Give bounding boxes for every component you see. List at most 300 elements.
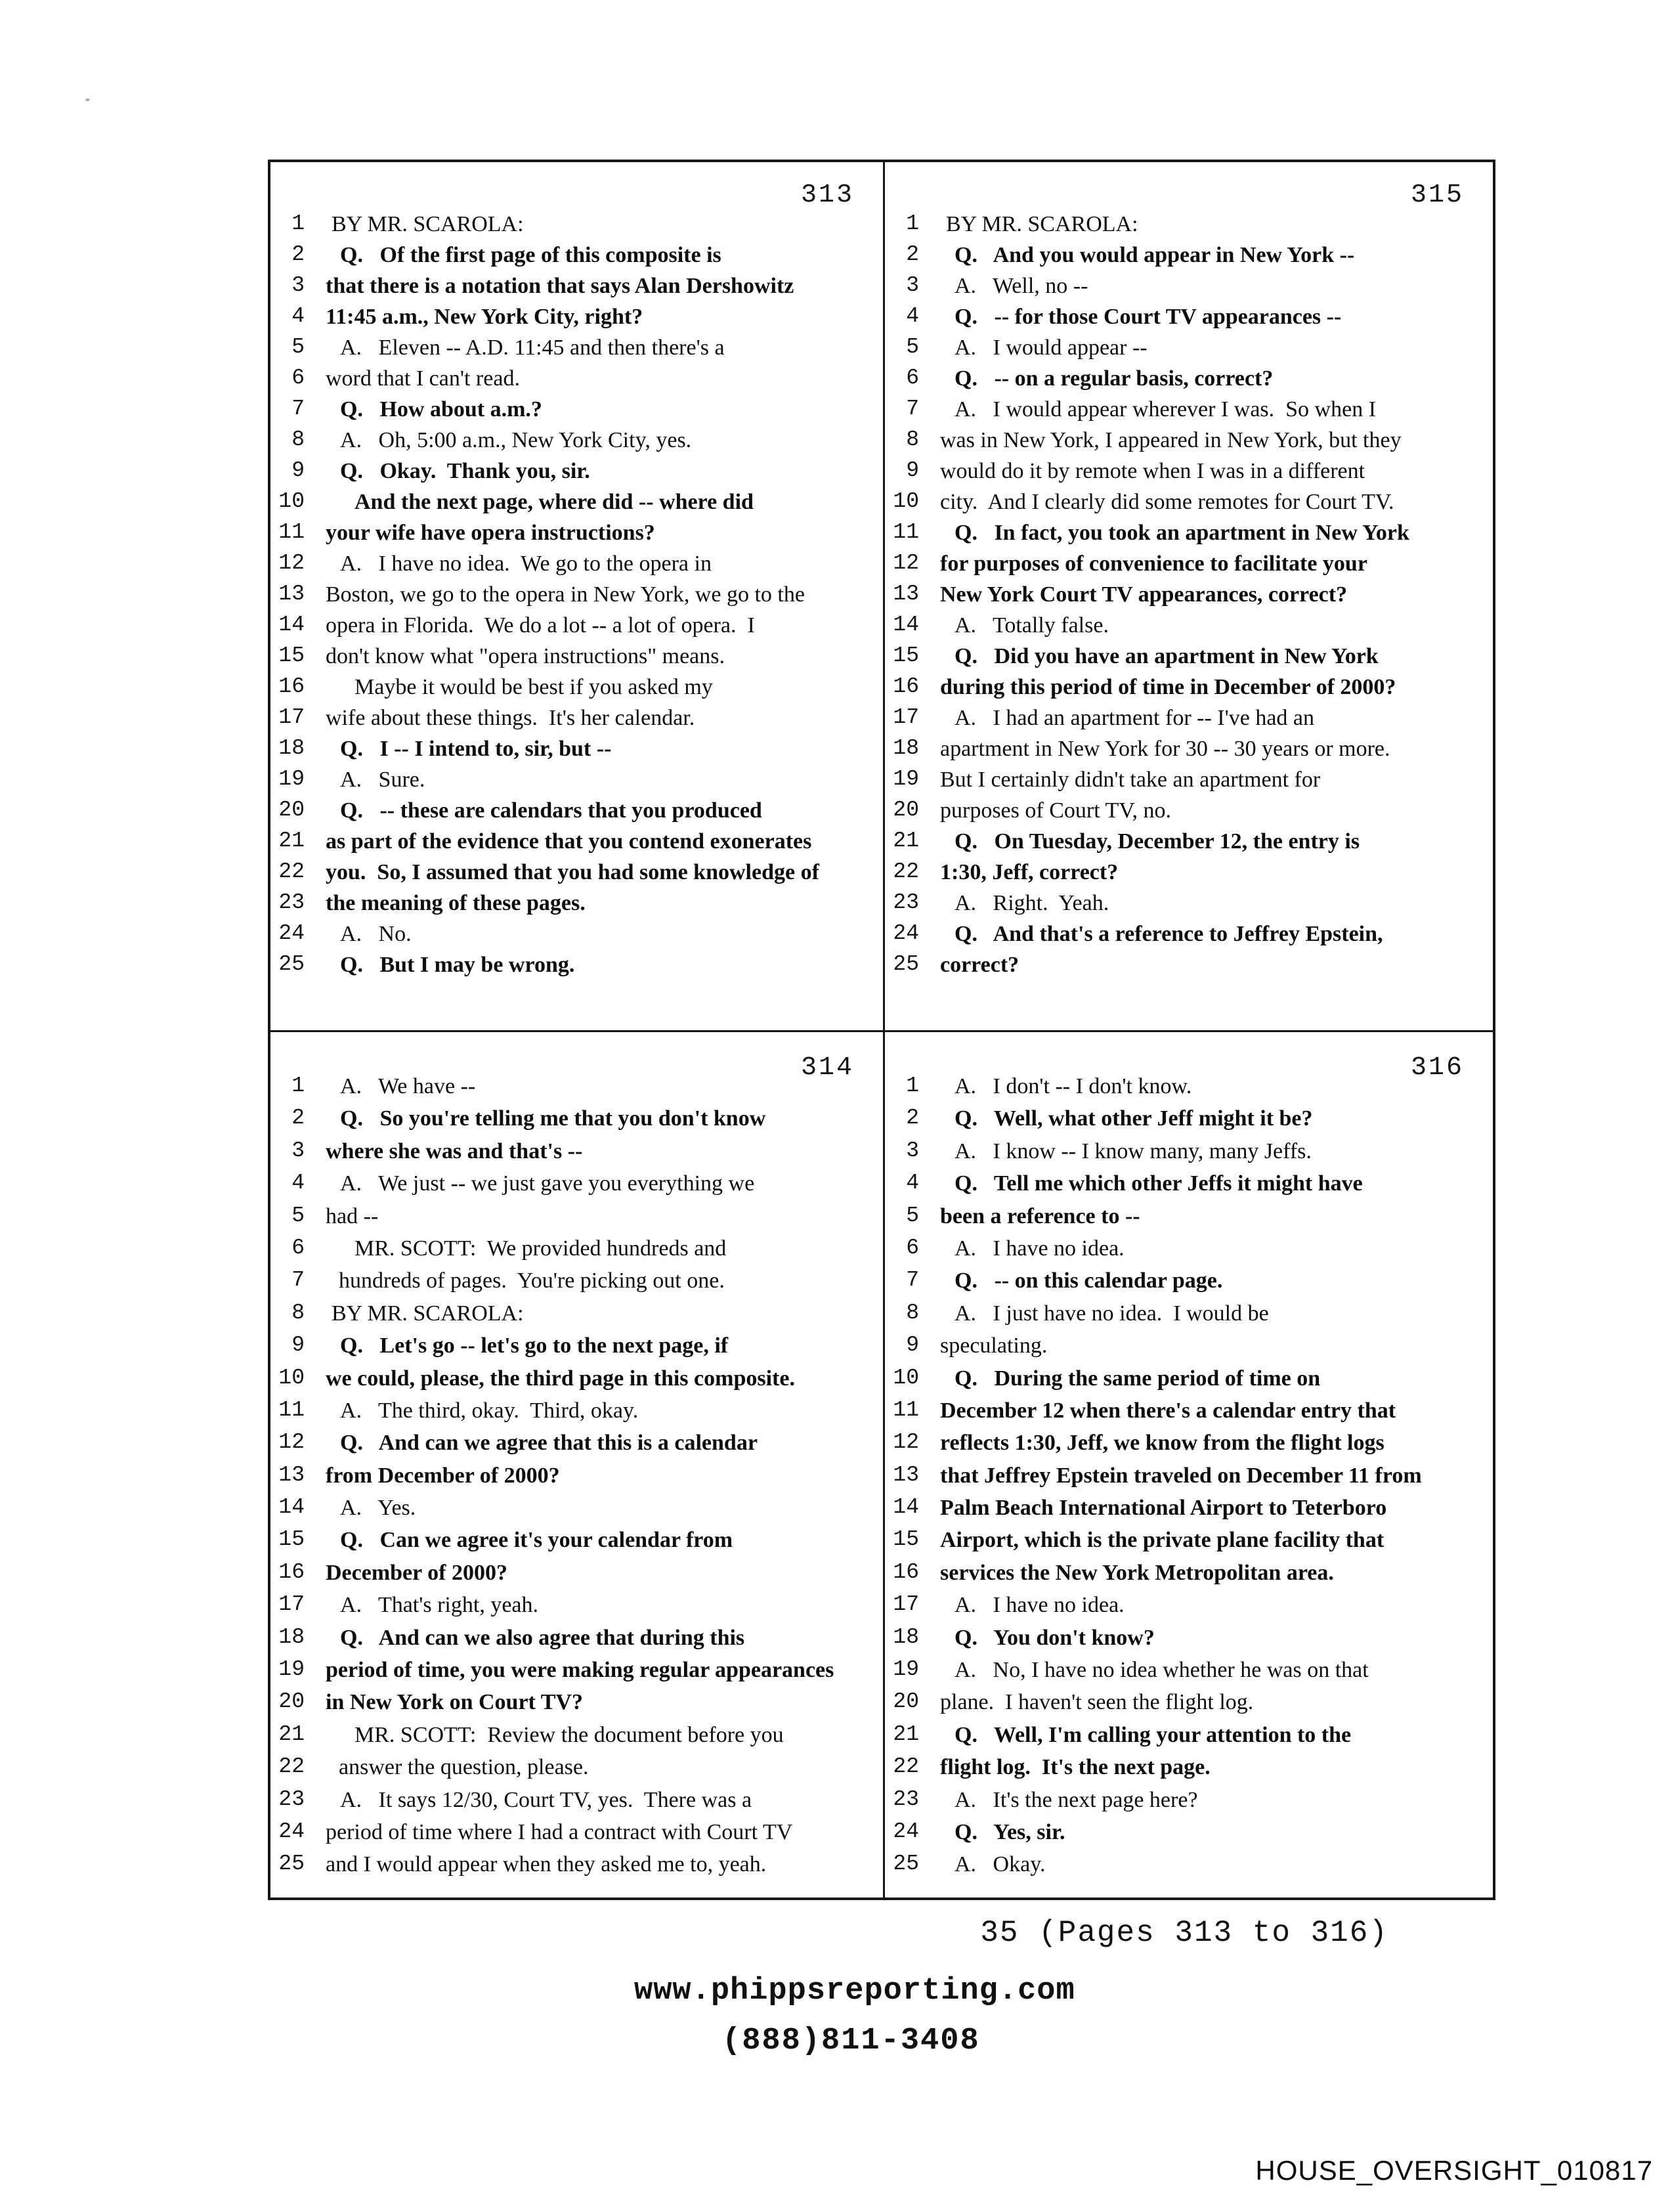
transcript-line	[270, 273, 883, 304]
transcript-line	[270, 1139, 883, 1171]
transcript-line	[885, 1527, 1493, 1559]
transcript-line	[885, 551, 1493, 582]
transcript-line	[270, 1819, 883, 1852]
line-number: 7	[291, 1268, 305, 1293]
line-text: where she was and that's --	[326, 1139, 583, 1163]
transcript-line	[270, 736, 883, 767]
line-number: 25	[893, 952, 919, 976]
line-text: was in New York, I appeared in New York, but they	[940, 428, 1402, 452]
line-text: 11:45 a.m., New York City, right?	[326, 305, 643, 329]
line-number: 16	[893, 1559, 919, 1584]
line-text: New York Court TV appearances, correct?	[940, 582, 1348, 607]
four-up-transcript-sheet	[268, 160, 1495, 1900]
line-text: A. Okay.	[955, 1852, 1046, 1877]
transcript-line	[270, 952, 883, 983]
line-text: plane. I haven't seen the flight log.	[940, 1690, 1254, 1715]
line-text: from December of 2000?	[326, 1463, 560, 1488]
transcript-line	[270, 1560, 883, 1592]
transcript-line	[885, 1366, 1493, 1398]
line-text: Palm Beach International Airport to Teterboro	[940, 1496, 1387, 1521]
line-number: 18	[278, 736, 305, 760]
bates-stamp: HOUSE_OVERSIGHT_010817	[1255, 2155, 1653, 2186]
line-number: 15	[278, 643, 305, 668]
line-text: BY MR. SCAROLA:	[332, 212, 524, 236]
transcript-line	[270, 1171, 883, 1203]
transcript-line	[270, 304, 883, 335]
transcript-line	[270, 829, 883, 859]
transcript-line	[270, 211, 883, 242]
line-number: 17	[893, 705, 919, 729]
line-text: A. That's right, yeah.	[340, 1593, 538, 1618]
line-number: 6	[291, 1235, 305, 1260]
transcript-line	[885, 1495, 1493, 1527]
transcript-line	[270, 1430, 883, 1462]
line-number: 19	[893, 767, 919, 791]
transcript-line	[270, 458, 883, 489]
line-number: 22	[893, 859, 919, 884]
line-number: 16	[278, 674, 305, 699]
line-text: A. I have no idea.	[955, 1236, 1125, 1261]
transcript-line	[885, 705, 1493, 736]
line-number: 23	[278, 890, 305, 915]
line-text: But I certainly didn't take an apartment for	[940, 768, 1321, 792]
line-number: 11	[278, 520, 305, 544]
transcript-line	[270, 551, 883, 582]
page-number: 313	[800, 181, 854, 210]
transcript-line	[885, 335, 1493, 366]
line-text: A. We just -- we just gave you everything we	[340, 1171, 755, 1196]
transcript-lines	[885, 211, 1493, 983]
line-number: 1	[906, 211, 919, 236]
line-text: Q. Well, what other Jeff might it be?	[955, 1106, 1313, 1131]
page-number: 316	[1410, 1053, 1464, 1083]
line-text: Q. You don't know?	[955, 1625, 1155, 1650]
line-text: A. Sure.	[340, 768, 425, 792]
transcript-line	[885, 1463, 1493, 1495]
transcript-page-314	[270, 1032, 883, 1898]
transcript-line	[885, 613, 1493, 643]
transcript-line	[270, 705, 883, 736]
line-number: 14	[893, 1495, 919, 1520]
transcript-line	[270, 1592, 883, 1624]
line-text: Q. And can we agree that this is a calendar	[340, 1431, 758, 1456]
line-text: city. And I clearly did some remotes for Court TV.	[940, 490, 1394, 514]
transcript-line	[885, 798, 1493, 829]
line-number: 13	[893, 582, 919, 606]
transcript-line	[270, 613, 883, 643]
line-text: wife about these things. It's her calendar.	[326, 706, 695, 730]
line-number: 24	[893, 1819, 919, 1844]
transcript-line	[270, 1657, 883, 1689]
line-text: 1:30, Jeff, correct?	[940, 860, 1119, 884]
line-text: Airport, which is the private plane facility that	[940, 1528, 1384, 1553]
line-number: 17	[893, 1592, 919, 1617]
line-number: 5	[906, 1203, 919, 1228]
transcript-line	[885, 1106, 1493, 1138]
line-text: A. I don't -- I don't know.	[955, 1074, 1192, 1098]
line-text: Q. Okay. Thank you, sir.	[340, 459, 590, 483]
line-number: 8	[291, 427, 305, 452]
transcript-line	[270, 1106, 883, 1138]
line-number: 6	[906, 1235, 919, 1260]
line-text: answer the question, please.	[339, 1755, 589, 1780]
transcript-line	[885, 304, 1493, 335]
transcript-lines	[270, 1073, 883, 1884]
transcript-line	[885, 1819, 1493, 1852]
transcript-line	[885, 1139, 1493, 1171]
line-text: A. I have no idea.	[955, 1593, 1125, 1618]
line-text: Q. -- these are calendars that you produced	[340, 798, 762, 823]
transcript-page-316	[885, 1032, 1493, 1898]
transcript-line	[270, 335, 883, 366]
line-text: services the New York Metropolitan area.	[940, 1560, 1334, 1585]
line-number: 25	[278, 952, 305, 976]
line-number: 1	[291, 1073, 305, 1098]
line-text: purposes of Court TV, no.	[940, 798, 1171, 823]
line-text: correct?	[940, 953, 1019, 977]
line-text: December of 2000?	[326, 1560, 507, 1585]
page-number: 315	[1410, 181, 1464, 210]
line-text: Q. During the same period of time on	[955, 1366, 1321, 1391]
transcript-line	[885, 1722, 1493, 1754]
line-text: A. Oh, 5:00 a.m., New York City, yes.	[340, 428, 692, 452]
line-text: A. I know -- I know many, many Jeffs.	[955, 1139, 1312, 1163]
line-text: A. I would appear wherever I was. So when I	[955, 397, 1377, 422]
line-number: 12	[893, 1430, 919, 1455]
line-text: Q. Yes, sir.	[955, 1819, 1065, 1844]
transcript-line	[270, 798, 883, 829]
transcript-line	[270, 242, 883, 273]
transcript-line	[885, 366, 1493, 397]
line-number: 5	[291, 1203, 305, 1228]
line-number: 21	[278, 829, 305, 853]
transcript-line	[885, 1657, 1493, 1689]
line-number: 2	[291, 1106, 305, 1131]
transcript-line	[270, 1754, 883, 1787]
line-text: don't know what "opera instructions" means.	[326, 644, 725, 668]
line-number: 22	[278, 1754, 305, 1779]
line-number: 3	[291, 273, 305, 297]
transcript-line	[270, 643, 883, 674]
transcript-line	[270, 1787, 883, 1819]
transcript-line	[885, 1689, 1493, 1722]
line-text: A. I just have no idea. I would be	[955, 1301, 1269, 1326]
line-number: 20	[893, 798, 919, 822]
line-number: 13	[278, 1462, 305, 1487]
line-number: 6	[906, 366, 919, 390]
line-number: 3	[906, 1138, 919, 1163]
transcript-line	[885, 1430, 1493, 1462]
line-number: 9	[291, 458, 305, 483]
transcript-line	[885, 1625, 1493, 1657]
line-text: BY MR. SCAROLA:	[332, 1301, 524, 1326]
line-number: 18	[893, 1624, 919, 1649]
line-text: you. So, I assumed that you had some knowledge of	[326, 860, 819, 884]
transcript-line	[885, 674, 1493, 705]
line-text: and I would appear when they asked me to, yeah.	[326, 1852, 767, 1877]
line-text: A. Totally false.	[955, 613, 1109, 638]
transcript-line	[270, 1301, 883, 1333]
line-number: 19	[278, 1657, 305, 1682]
line-text: A. I had an apartment for -- I've had an	[955, 706, 1315, 730]
line-number: 14	[278, 1495, 305, 1520]
transcript-line	[885, 1268, 1493, 1300]
line-text: been a reference to --	[940, 1204, 1140, 1228]
line-text: A. I have no idea. We go to the opera in	[340, 552, 712, 576]
line-text: MR. SCOTT: Review the document before you	[354, 1722, 784, 1747]
reporting-website: www.phippsreporting.com	[634, 1974, 1075, 2008]
transcript-line	[885, 829, 1493, 859]
transcript-line	[270, 921, 883, 952]
transcript-line	[270, 1463, 883, 1495]
transcript-line	[270, 366, 883, 397]
line-text: apartment in New York for 30 -- 30 years or more.	[940, 737, 1390, 761]
line-text: speculating.	[940, 1334, 1048, 1358]
line-number: 11	[893, 1397, 919, 1422]
transcript-line	[270, 397, 883, 427]
line-number: 13	[278, 582, 305, 606]
scan-speck	[85, 98, 90, 101]
transcript-line	[885, 736, 1493, 767]
transcript-line	[885, 767, 1493, 798]
transcript-line	[885, 273, 1493, 304]
transcript-line	[270, 427, 883, 458]
line-number: 7	[906, 1268, 919, 1293]
transcript-line	[885, 1852, 1493, 1884]
line-text: flight log. It's the next page.	[940, 1755, 1211, 1780]
line-text: Q. And you would appear in New York --	[955, 243, 1355, 267]
line-text: in New York on Court TV?	[326, 1690, 583, 1715]
line-number: 5	[906, 335, 919, 359]
transcript-line	[885, 1301, 1493, 1333]
transcript-line	[885, 643, 1493, 674]
line-text: Q. -- on this calendar page.	[955, 1269, 1223, 1293]
line-number: 4	[291, 304, 305, 328]
transcript-line	[270, 1852, 883, 1884]
transcript-line	[885, 1333, 1493, 1365]
line-text: had --	[326, 1204, 379, 1228]
transcript-page-315	[885, 162, 1493, 1030]
transcript-line	[885, 582, 1493, 613]
line-number: 12	[278, 551, 305, 575]
line-number: 12	[278, 1430, 305, 1455]
line-number: 2	[291, 242, 305, 267]
transcript-line	[270, 1722, 883, 1754]
line-number: 5	[291, 335, 305, 359]
line-number: 12	[893, 551, 919, 575]
line-number: 14	[893, 613, 919, 637]
line-text: And the next page, where did -- where did	[354, 490, 754, 514]
line-text: A. Well, no --	[955, 274, 1088, 298]
transcript-line	[885, 1398, 1493, 1430]
transcript-lines	[270, 211, 883, 983]
line-text: Q. Did you have an apartment in New York	[955, 644, 1379, 668]
transcript-line	[885, 242, 1493, 273]
line-number: 21	[893, 829, 919, 853]
transcript-line	[885, 859, 1493, 890]
line-number: 3	[291, 1138, 305, 1163]
line-text: Q. -- on a regular basis, correct?	[955, 366, 1274, 391]
line-number: 11	[278, 1397, 305, 1422]
transcript-line	[270, 489, 883, 520]
transcript-line	[885, 890, 1493, 921]
line-number: 22	[893, 1754, 919, 1779]
line-number: 15	[278, 1527, 305, 1552]
transcript-line	[885, 1236, 1493, 1268]
line-number: 1	[291, 211, 305, 236]
line-text: for purposes of convenience to facilitate your	[940, 552, 1367, 576]
line-number: 6	[291, 366, 305, 390]
transcript-line	[885, 1204, 1493, 1236]
transcript-line	[885, 1787, 1493, 1819]
transcript-line	[270, 1625, 883, 1657]
transcript-line	[270, 1268, 883, 1300]
transcript-line	[270, 1398, 883, 1430]
transcript-line	[270, 674, 883, 705]
line-number: 24	[278, 921, 305, 945]
line-number: 8	[906, 427, 919, 452]
line-text: that Jeffrey Epstein traveled on December 11 from	[940, 1463, 1422, 1488]
reporting-phone: (888)811-3408	[722, 2024, 980, 2058]
line-text: would do it by remote when I was in a different	[940, 459, 1365, 483]
transcript-line	[270, 1527, 883, 1559]
line-text: Q. But I may be wrong.	[340, 953, 575, 977]
transcript-line	[270, 859, 883, 890]
transcript-lines	[885, 1073, 1493, 1884]
line-text: your wife have opera instructions?	[326, 521, 655, 545]
transcript-line	[885, 397, 1493, 427]
transcript-line	[885, 211, 1493, 242]
line-number: 25	[893, 1852, 919, 1876]
line-text: reflects 1:30, Jeff, we know from the flight logs	[940, 1431, 1384, 1456]
line-text: A. We have --	[340, 1074, 476, 1098]
transcript-line	[885, 427, 1493, 458]
line-text: Q. Can we agree it's your calendar from	[340, 1528, 733, 1553]
line-text: Q. Let's go -- let's go to the next page, if	[340, 1334, 729, 1358]
line-text: opera in Florida. We do a lot -- a lot of opera. I	[326, 613, 755, 638]
line-text: Q. And can we also agree that during this	[340, 1625, 745, 1650]
transcript-line	[270, 1366, 883, 1398]
line-number: 17	[278, 705, 305, 729]
line-text: BY MR. SCAROLA:	[946, 212, 1138, 236]
transcript-line	[270, 1236, 883, 1268]
line-text: December 12 when there's a calendar entry that	[940, 1398, 1396, 1423]
line-number: 3	[906, 273, 919, 297]
line-number: 25	[278, 1852, 305, 1876]
line-number: 23	[278, 1787, 305, 1811]
transcript-line	[270, 520, 883, 551]
line-number: 17	[278, 1592, 305, 1617]
line-text: word that I can't read.	[326, 366, 520, 391]
line-text: Q. And that's a reference to Jeffrey Epstein,	[955, 922, 1383, 946]
line-number: 22	[278, 859, 305, 884]
line-text: A. It's the next page here?	[955, 1787, 1198, 1812]
line-number: 9	[906, 458, 919, 483]
line-text: A. I would appear --	[955, 336, 1148, 360]
line-number: 8	[291, 1300, 305, 1325]
line-number: 14	[278, 613, 305, 637]
line-text: A. Right. Yeah.	[955, 891, 1109, 915]
line-number: 10	[278, 489, 305, 513]
line-number: 9	[906, 1333, 919, 1358]
transcript-line	[885, 458, 1493, 489]
line-text: that there is a notation that says Alan Dershowitz	[326, 274, 794, 298]
transcript-page-313	[270, 162, 883, 1030]
line-text: Q. Tell me which other Jeffs it might have	[955, 1171, 1363, 1196]
line-number: 15	[893, 1527, 919, 1552]
line-text: Q. -- for those Court TV appearances --	[955, 305, 1342, 329]
line-number: 20	[278, 1689, 305, 1714]
transcript-line	[885, 1073, 1493, 1106]
line-number: 7	[291, 397, 305, 421]
line-number: 21	[278, 1722, 305, 1746]
line-text: period of time where I had a contract with Court TV	[326, 1819, 793, 1844]
transcript-line	[270, 767, 883, 798]
transcript-line	[885, 1754, 1493, 1787]
pages-summary: 35 (Pages 313 to 316)	[980, 1916, 1388, 1950]
line-number: 19	[893, 1657, 919, 1682]
line-number: 7	[906, 397, 919, 421]
line-number: 4	[906, 1171, 919, 1196]
line-number: 24	[278, 1819, 305, 1844]
transcript-line	[270, 1204, 883, 1236]
line-number: 1	[906, 1073, 919, 1098]
line-number: 2	[906, 242, 919, 267]
line-number: 2	[906, 1106, 919, 1131]
line-number: 4	[291, 1171, 305, 1196]
line-text: during this period of time in December of 2000?	[940, 675, 1396, 699]
transcript-line	[270, 1689, 883, 1722]
line-number: 10	[278, 1365, 305, 1390]
line-text: Q. I -- I intend to, sir, but --	[340, 737, 612, 761]
transcript-line	[885, 1560, 1493, 1592]
line-text: Q. Well, I'm calling your attention to the	[955, 1722, 1352, 1747]
line-number: 18	[893, 736, 919, 760]
line-text: A. Yes.	[340, 1496, 416, 1521]
line-text: Q. How about a.m.?	[340, 397, 542, 422]
line-number: 10	[893, 1365, 919, 1390]
transcript-line	[270, 1073, 883, 1106]
line-number: 23	[893, 890, 919, 915]
line-text: A. Eleven -- A.D. 11:45 and then there's a	[340, 336, 725, 360]
line-text: Q. On Tuesday, December 12, the entry is	[955, 829, 1360, 854]
line-number: 24	[893, 921, 919, 945]
line-number: 23	[893, 1787, 919, 1811]
line-text: as part of the evidence that you contend exonerates	[326, 829, 812, 854]
line-text: we could, please, the third page in this composite.	[326, 1366, 795, 1391]
line-text: MR. SCOTT: We provided hundreds and	[354, 1236, 727, 1261]
line-number: 18	[278, 1624, 305, 1649]
line-text: Maybe it would be best if you asked my	[354, 675, 713, 699]
transcript-line	[885, 1592, 1493, 1624]
line-number: 20	[278, 798, 305, 822]
line-number: 16	[278, 1559, 305, 1584]
page-number: 314	[800, 1053, 854, 1083]
line-text: Q. In fact, you took an apartment in New York	[955, 521, 1409, 545]
transcript-line	[270, 1495, 883, 1527]
line-number: 19	[278, 767, 305, 791]
line-number: 11	[893, 520, 919, 544]
transcript-line	[885, 952, 1493, 983]
line-number: 8	[906, 1300, 919, 1325]
transcript-line	[885, 489, 1493, 520]
line-number: 4	[906, 304, 919, 328]
line-text: Q. Of the first page of this composite is	[340, 243, 721, 267]
line-text: hundreds of pages. You're picking out one.	[339, 1269, 725, 1293]
line-number: 13	[893, 1462, 919, 1487]
line-number: 15	[893, 643, 919, 668]
line-number: 16	[893, 674, 919, 699]
